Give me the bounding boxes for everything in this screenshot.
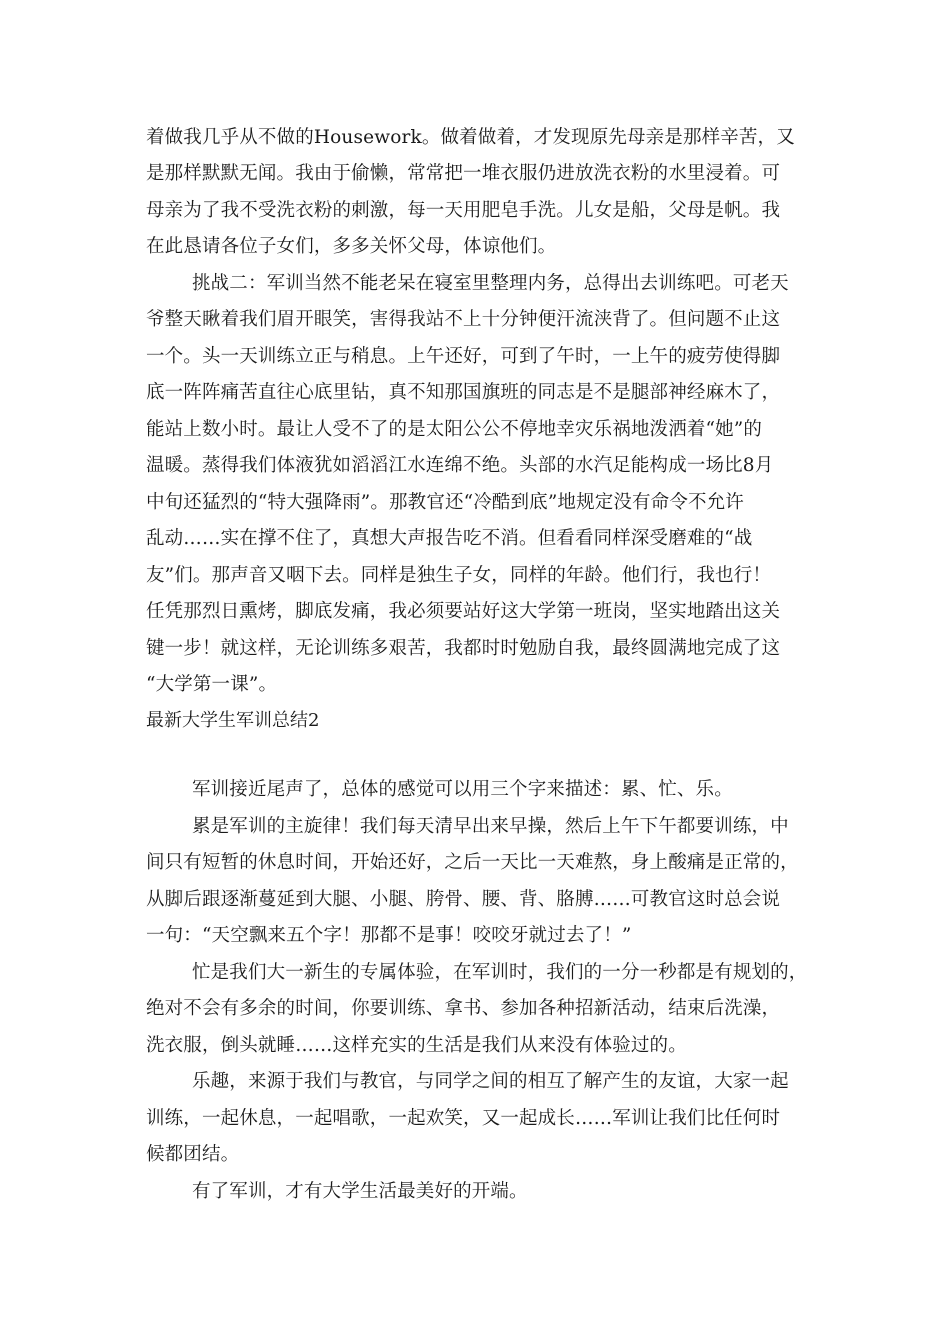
paragraph-line: 候都团结。	[146, 1144, 240, 1165]
section-heading: 最新大学生军训总结2	[146, 710, 320, 731]
paragraph-line: 军训接近尾声了，总体的感觉可以用三个字来描述：累、忙、乐。	[192, 779, 733, 800]
paragraph-line: 从脚后跟逐渐蔓延到大腿、小腿、胯骨、腰、背、胳膊……可教官这时总会说	[146, 889, 781, 910]
paragraph-line: 键一步！就这样，无论训练多艰苦，我都时时勉励自我，最终圆满地完成了这	[146, 638, 781, 659]
paragraph-line: 着做我几乎从不做的Housework。做着做着，才发现原先母亲是那样辛苦，又	[146, 127, 795, 148]
paragraph-line: 训练，一起休息，一起唱歌，一起欢笑，又一起成长……军训让我们比任何时	[146, 1108, 781, 1129]
paragraph-line: 任凭那烈日熏烤，脚底发痛，我必须要站好这大学第一班岗，坚实地踏出这关	[146, 601, 781, 622]
paragraph-line: 友”们。那声音又咽下去。同样是独生子女，同样的年龄。他们行，我也行！	[146, 565, 772, 586]
paragraph-line: 乐趣，来源于我们与教官，与同学之间的相互了解产生的友谊，大家一起	[192, 1071, 789, 1092]
paragraph-line: 一个。头一天训练立正与稍息。上午还好，可到了午时，一上午的疲劳使得脚	[146, 346, 781, 367]
paragraph-line: 洗衣服，倒头就睡……这样充实的生活是我们从来没有体验过的。	[146, 1035, 687, 1056]
paragraph-line: 爷整天瞅着我们眉开眼笑，害得我站不上十分钟便汗流浃背了。但问题不止这	[146, 309, 781, 330]
paragraph-line: 一句：“天空飘来五个字！那都不是事！咬咬牙就过去了！”	[146, 925, 632, 946]
paragraph-line: 是那样默默无闻。我由于偷懒，常常把一堆衣服仍进放洗衣粉的水里浸着。可	[146, 163, 781, 184]
paragraph-line: 有了军训，才有大学生活最美好的开端。	[192, 1181, 528, 1202]
paragraph-line: 能站上数小时。最让人受不了的是太阳公公不停地幸灾乐祸地泼洒着“她”的	[146, 419, 763, 440]
paragraph-line: 底一阵阵痛苦直往心底里钻，真不知那国旗班的同志是不是腿部神经麻木了，	[146, 382, 781, 403]
paragraph-line: 累是军训的主旋律！我们每天清早出来早操，然后上午下午都要训练，中	[192, 816, 789, 837]
paragraph-line: 间只有短暂的休息时间，开始还好，之后一天比一天难熬，身上酸痛是正常的，	[146, 852, 799, 873]
paragraph-line: 中旬还猛烈的“特大强降雨”。那教官还“冷酷到底”地规定没有命令不允许	[146, 492, 744, 513]
paragraph-line: 在此恳请各位子女们，多多关怀父母，体谅他们。	[146, 236, 557, 257]
paragraph-line: 忙是我们大一新生的专属体验，在军训时，我们的一分一秒都是有规划的，	[192, 962, 808, 983]
paragraph-line: 挑战二：军训当然不能老呆在寝室里整理内务，总得出去训练吧。可老天	[192, 273, 789, 294]
paragraph-line: 母亲为了我不受洗衣粉的刺激，每一天用肥皂手洗。儿女是船，父母是帆。我	[146, 200, 781, 221]
paragraph-line: 绝对不会有多余的时间，你要训练、拿书、参加各种招新活动，结束后洗澡，	[146, 998, 781, 1019]
paragraph-line: 温暖。蒸得我们体液犹如滔滔江水连绵不绝。头部的水汽足能构成一场比8月	[146, 455, 774, 476]
paragraph-line: 乱动……实在撑不住了，真想大声报告吃不消。但看看同样深受磨难的“战	[146, 528, 753, 549]
paragraph-line: “大学第一课”。	[146, 674, 278, 695]
